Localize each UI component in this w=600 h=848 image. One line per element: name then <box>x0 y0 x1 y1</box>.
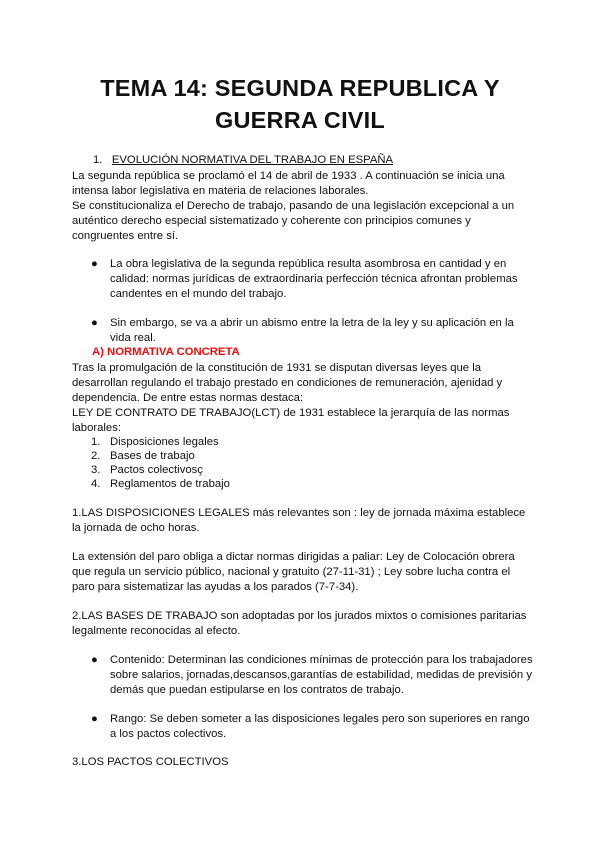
bullet-icon: ● <box>91 317 98 329</box>
subsection-a-heading: A) NORMATIVA CONCRETA <box>92 346 240 358</box>
intro-line-5: congruentes entre sí. <box>72 230 179 242</box>
list-item-number: 3. <box>91 464 101 476</box>
section-1-title: EVOLUCIÓN NORMATIVA DEL TRABAJO EN ESPAÑA <box>111 154 394 166</box>
intro-line-3: Se constitucionaliza el Derecho de trabajo, pasando de una legislación excepcional a un <box>72 200 515 212</box>
para-a-line-4: LEY DE CONTRATO DE TRABAJO(LCT) de 1931 establece la jerarquía de las normas <box>72 407 510 419</box>
para-a-line-3: dependencia. De entre estas normas destaca: <box>72 392 304 404</box>
list-item-number: 1. <box>91 436 101 448</box>
bullet-4-line-2: a los pactos colectivos. <box>110 728 227 740</box>
intro-line-4: auténtico derecho especial sistematizado y coherente con principios comunes y <box>72 215 471 227</box>
list-item-number: 4. <box>91 478 101 490</box>
bullet-3-line-2: sobre salarios, jornadas,descansos,garantías de estabilidad, medidas de previsión y <box>110 669 532 681</box>
para-1-line-1: 1.LAS DISPOSICIONES LEGALES más relevantes son : ley de jornada máxima establece <box>72 507 526 519</box>
intro-line-1: La segunda república se proclamó el 14 de abril de 1933 . A continuación se inicia una <box>72 170 505 182</box>
section-1-heading <box>93 153 393 169</box>
bullet-icon: ● <box>91 713 98 725</box>
bullet-2-line-1: Sin embargo, se va a abrir un abismo entre la letra de la ley y su aplicación en la <box>110 317 514 329</box>
list-item-number: 2. <box>91 450 101 462</box>
list-item: Disposiciones legales <box>110 436 219 448</box>
section-1-number: 1. <box>93 154 103 166</box>
para-a-line-1: Tras la promulgación de la constitución de 1931 se disputan diversas leyes que la <box>72 362 482 374</box>
list-item: Pactos colectivosç <box>110 464 203 476</box>
para-2-line-2: legalmente reconocidas al efecto. <box>72 625 241 637</box>
title-line-2: GUERRA CIVIL <box>215 107 385 133</box>
list-item: Reglamentos de trabajo <box>110 478 230 490</box>
bullet-icon: ● <box>91 258 98 270</box>
bullet-3-line-3: demás que puedan estipularse en los contratos de trabajo. <box>110 684 404 696</box>
bullet-4-line-1: Rango: Se deben someter a las disposiciones legales pero son superiores en rango <box>110 713 530 725</box>
bullet-icon: ● <box>91 654 98 666</box>
para-paro-line-1: La extensión del paro obliga a dictar normas dirigidas a paliar: Ley de Colocación obrera <box>72 551 515 563</box>
bullet-1-line-1: La obra legislativa de la segunda república resulta asombrosa en cantidad y en <box>110 258 507 270</box>
para-paro-line-2: que regula un servicio público, nacional y gratuito (27-11-31) ; Ley sobre lucha contra el <box>72 566 511 578</box>
bullet-1-line-3: candentes en el mundo del trabajo. <box>110 288 287 300</box>
list-item: Bases de trabajo <box>110 450 195 462</box>
bullet-3-line-1: Contenido: Determinan las condiciones mínimas de protección para los trabajadores <box>110 654 533 666</box>
para-a-line-2: desarrollan regulando el trabajo prestado en condiciones de remuneración, ajenidad y <box>72 377 503 389</box>
intro-line-2: intensa labor legislativa en materia de relaciones laborales. <box>72 185 369 197</box>
para-2-line-1: 2.LAS BASES DE TRABAJO son adoptadas por los jurados mixtos o comisiones paritarias <box>72 610 527 622</box>
bullet-2-line-2: vida real. <box>110 332 156 344</box>
page-title <box>0 72 600 136</box>
para-1-line-2: la jornada de ocho horas. <box>72 522 200 534</box>
title-line-1: TEMA 14: SEGUNDA REPUBLICA Y <box>100 75 500 101</box>
para-a-line-5: laborales: <box>72 422 121 434</box>
para-paro-line-3: paro para sistematizar las ayudas a los parados (7-7-34). <box>72 581 359 593</box>
bullet-1-line-2: calidad: normas jurídicas de extraordinaria perfección técnica afrontan problemas <box>110 273 518 285</box>
para-3-heading: 3.LOS PACTOS COLECTIVOS <box>72 756 229 768</box>
